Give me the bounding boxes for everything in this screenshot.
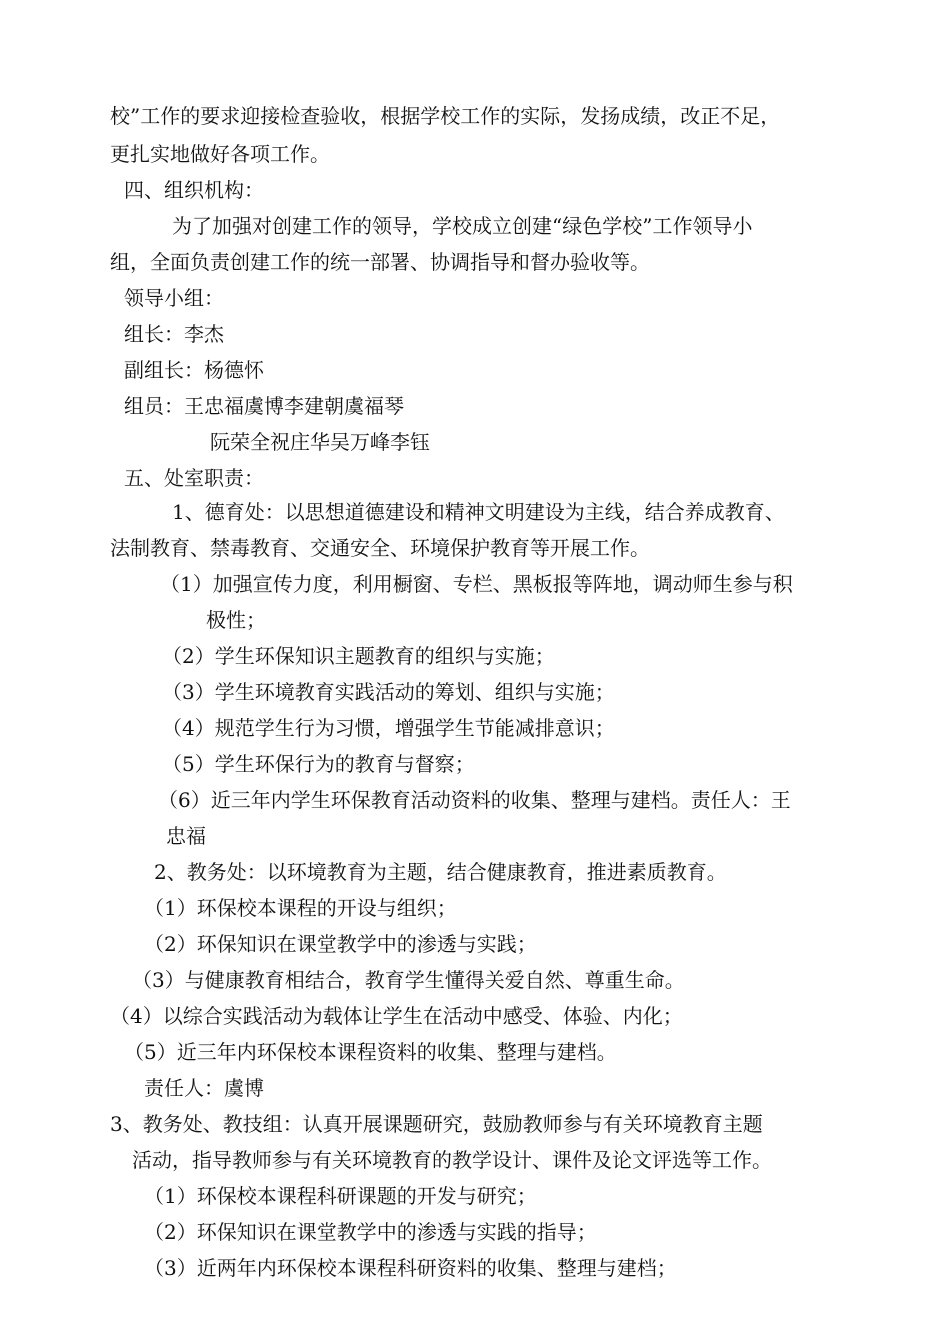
text-line: 责任人：虞博 xyxy=(144,1076,264,1100)
list-item: 极性； xyxy=(206,608,266,632)
list-item: （3）近两年内环保校本课程科研资料的收集、整理与建档； xyxy=(144,1256,677,1280)
list-item: （3）学生环境教育实践活动的筹划、组织与实施； xyxy=(162,680,615,704)
list-item: （2）学生环保知识主题教育的组织与实施； xyxy=(162,644,555,668)
text-line: 法制教育、禁毒教育、交通安全、环境保护教育等开展工作。 xyxy=(110,536,650,560)
text-line: 组员：王忠福虞博李建朝虞福琴 xyxy=(124,394,404,418)
section-heading: 四、组织机构： xyxy=(124,178,264,202)
text-line: 校”工作的要求迎接检查验收，根据学校工作的实际，发扬成绩，改正不足， xyxy=(110,104,781,128)
text-line: 2、教务处：以环境教育为主题，结合健康教育，推进素质教育。 xyxy=(154,860,727,884)
list-item: （3）与健康教育相结合，教育学生懂得关爱自然、尊重生命。 xyxy=(132,968,685,992)
text-line: 组，全面负责创建工作的统一部署、协调指导和督办验收等。 xyxy=(110,250,650,274)
list-item: （4）以综合实践活动为载体让学生在活动中感受、体验、内化； xyxy=(110,1004,683,1028)
list-item: （6）近三年内学生环保教育活动资料的收集、整理与建档。责任人：王 xyxy=(158,788,791,812)
text-line: 1、德育处：以思想道德建设和精神文明建设为主线，结合养成教育、 xyxy=(172,500,785,524)
list-item: 忠福 xyxy=(166,824,206,848)
text-line: 副组长：杨德怀 xyxy=(124,358,264,382)
list-item: （1）环保校本课程科研课题的开发与研究； xyxy=(144,1184,537,1208)
list-item: （5）近三年内环保校本课程资料的收集、整理与建档。 xyxy=(124,1040,617,1064)
list-item: （2）环保知识在课堂教学中的渗透与实践的指导； xyxy=(144,1220,597,1244)
text-line: 更扎实地做好各项工作。 xyxy=(110,142,330,166)
text-line: 阮荣全祝庄华吴万峰李钰 xyxy=(210,430,430,454)
list-item: （5）学生环保行为的教育与督察； xyxy=(162,752,475,776)
list-item: （4）规范学生行为习惯，增强学生节能减排意识； xyxy=(162,716,615,740)
list-item: （1）环保校本课程的开设与组织； xyxy=(144,896,457,920)
text-line: 3、教务处、教技组：认真开展课题研究，鼓励教师参与有关环境教育主题 xyxy=(110,1112,763,1136)
list-item: （2）环保知识在课堂教学中的渗透与实践； xyxy=(144,932,537,956)
text-line: 领导小组： xyxy=(124,286,224,310)
text-line: 组长：李杰 xyxy=(124,322,224,346)
section-heading: 五、处室职责： xyxy=(124,466,264,490)
text-line: 活动，指导教师参与有关环境教育的教学设计、课件及论文评选等工作。 xyxy=(132,1148,772,1172)
text-line: 为了加强对创建工作的领导，学校成立创建“绿色学校”工作领导小 xyxy=(172,214,753,238)
list-item: （1）加强宣传力度，利用橱窗、专栏、黑板报等阵地，调动师生参与积 xyxy=(160,572,793,596)
